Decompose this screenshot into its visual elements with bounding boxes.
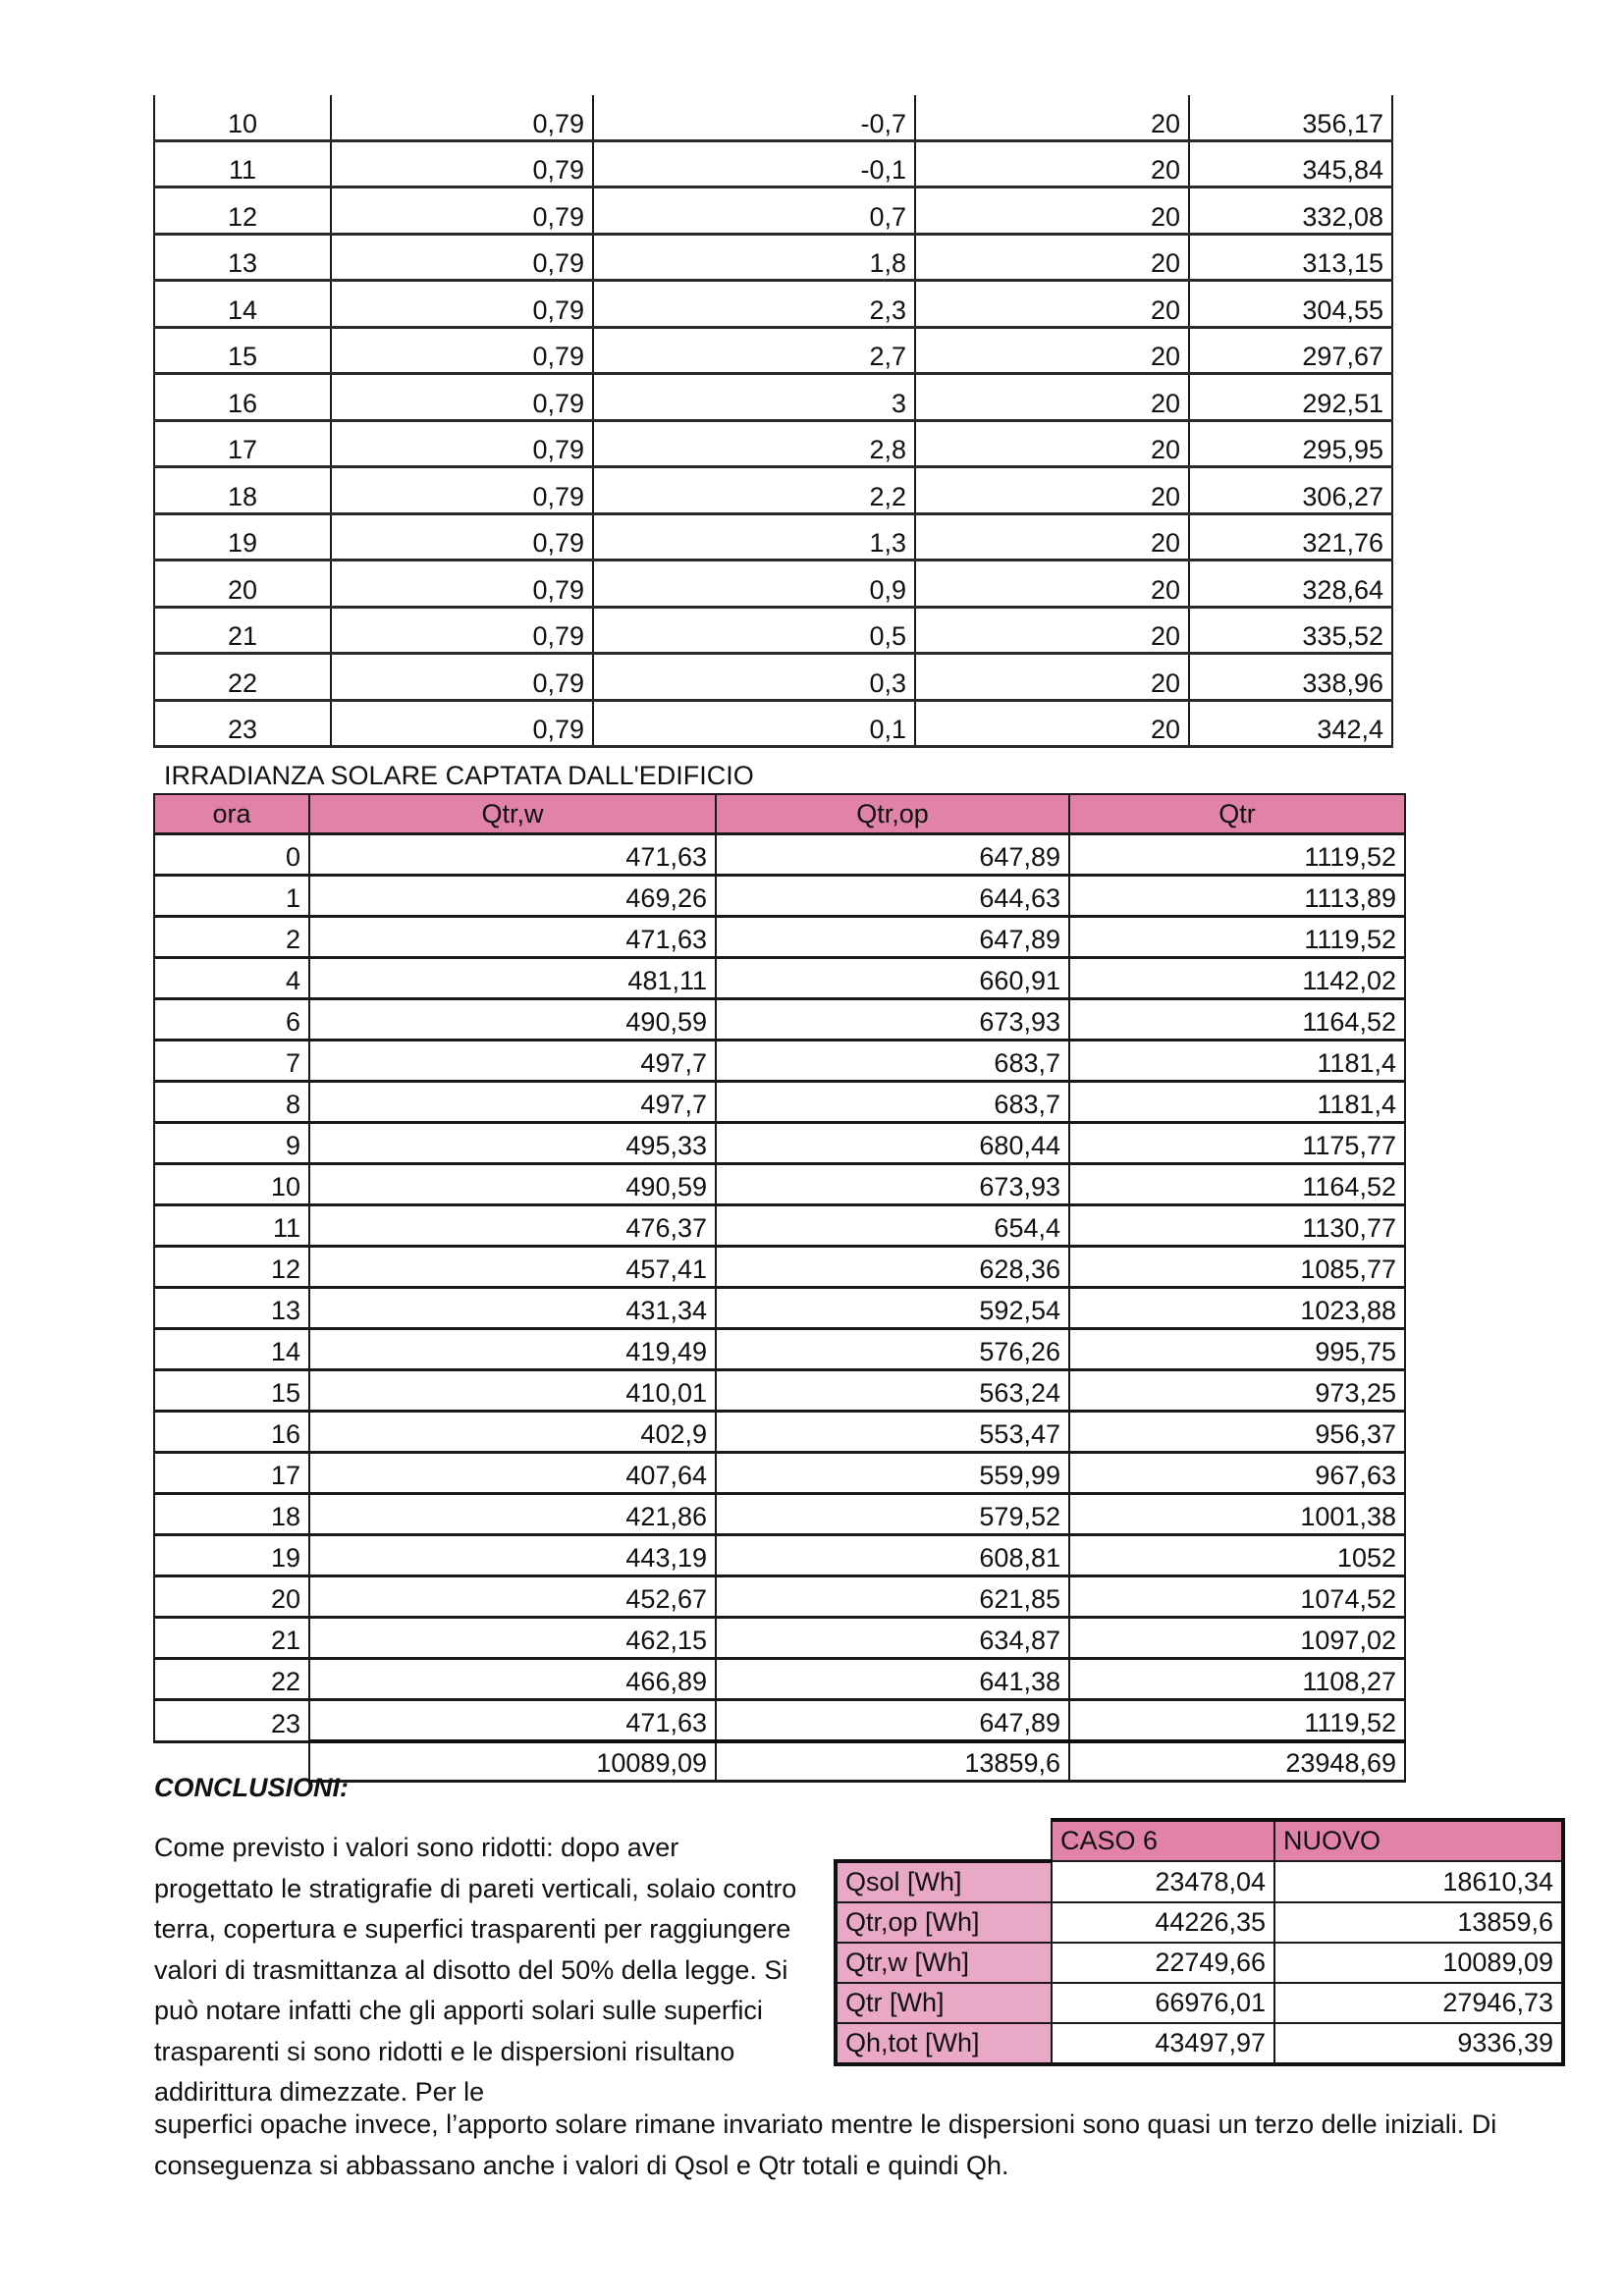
- value-cell: 313,15: [1189, 234, 1392, 281]
- hour-cell: 15: [154, 327, 331, 374]
- hour-cell: 19: [154, 513, 331, 561]
- qtr-op-cell: 683,7: [716, 1041, 1069, 1082]
- hour-cell: 15: [154, 1370, 309, 1412]
- value-cell: 20: [915, 561, 1189, 608]
- value-cell: 0,79: [331, 561, 593, 608]
- value-cell: 0,1: [593, 700, 915, 747]
- hour-cell: 13: [154, 1288, 309, 1329]
- summary-row-label: Qsol [Wh]: [836, 1861, 1052, 1902]
- value-cell: 0,79: [331, 234, 593, 281]
- value-cell: 20: [915, 700, 1189, 747]
- table-row: [154, 327, 1392, 374]
- table-row: [154, 1412, 1405, 1453]
- nuovo-value: 9336,39: [1274, 2023, 1563, 2064]
- hour-cell: 16: [154, 374, 331, 421]
- value-cell: 1,3: [593, 513, 915, 561]
- qtr-cell: 1119,52: [1069, 1700, 1405, 1742]
- hour-cell: 17: [154, 420, 331, 467]
- nuovo-value: 18610,34: [1274, 1861, 1563, 1902]
- hour-cell: 2: [154, 917, 309, 958]
- qtr-w-cell: 490,59: [309, 1164, 716, 1205]
- qtr-w-cell: 452,67: [309, 1576, 716, 1618]
- column-header-nuovo: NUOVO: [1274, 1820, 1563, 1861]
- hour-cell: 22: [154, 654, 331, 701]
- qtr-cell: 1164,52: [1069, 1164, 1405, 1205]
- value-cell: 0,79: [331, 95, 593, 140]
- summary-row-label: Qtr,w [Wh]: [836, 1943, 1052, 1983]
- hour-cell: 20: [154, 1576, 309, 1618]
- column-header-qtr-w: Qtr,w: [309, 794, 716, 834]
- value-cell: 20: [915, 374, 1189, 421]
- table-row: [154, 234, 1392, 281]
- table-row: [154, 95, 1392, 140]
- table-row: [154, 1205, 1405, 1247]
- qtr-cell: 1164,52: [1069, 999, 1405, 1041]
- value-cell: 20: [915, 607, 1189, 654]
- qtr-w-cell: 471,63: [309, 1700, 716, 1742]
- qtr-cell: 1119,52: [1069, 917, 1405, 958]
- value-cell: 20: [915, 467, 1189, 514]
- summary-row-label: Qtr,op [Wh]: [836, 1902, 1052, 1943]
- column-header-ora: ora: [154, 794, 309, 834]
- hour-cell: 12: [154, 1247, 309, 1288]
- value-cell: 1,8: [593, 234, 915, 281]
- qtr-op-cell: 634,87: [716, 1618, 1069, 1659]
- hour-cell: 6: [154, 999, 309, 1041]
- total-qtr: 23948,69: [1069, 1741, 1405, 1782]
- qtr-cell: 1130,77: [1069, 1205, 1405, 1247]
- hour-cell: 12: [154, 187, 331, 235]
- hour-cell: 20: [154, 561, 331, 608]
- conclusions-paragraph-part1: Come previsto i valori sono ridotti: dopo aver progettato le stratigrafie di pareti verticali, solaio contro terra, copertura e superfici trasparenti per raggiungere valori di trasmittanza al disotto del 50% della legge. Si può notare infatti che gli apporti solari sulle superfici trasparenti si sono ridotti e le dispersioni risultano addirittura dimezzate. Per le: [154, 1833, 797, 2107]
- qtr-op-cell: 673,93: [716, 999, 1069, 1041]
- qtr-cell: 1108,27: [1069, 1659, 1405, 1700]
- qtr-op-cell: 621,85: [716, 1576, 1069, 1618]
- caso6-value: 43497,97: [1052, 2023, 1274, 2064]
- qtr-w-cell: 402,9: [309, 1412, 716, 1453]
- value-cell: 0,79: [331, 374, 593, 421]
- value-cell: 0,7: [593, 187, 915, 235]
- value-cell: 304,55: [1189, 281, 1392, 328]
- table-row: [154, 1123, 1405, 1164]
- table-row: [154, 1288, 1405, 1329]
- hour-cell: 21: [154, 607, 331, 654]
- qtr-cell: 967,63: [1069, 1453, 1405, 1494]
- value-cell: 20: [915, 95, 1189, 140]
- qtr-cell: 1001,38: [1069, 1494, 1405, 1535]
- column-header-qtr: Qtr: [1069, 794, 1405, 834]
- table-row: [154, 140, 1392, 187]
- qtr-cell: 956,37: [1069, 1412, 1405, 1453]
- qtr-op-cell: 644,63: [716, 876, 1069, 917]
- qtr-op-cell: 608,81: [716, 1535, 1069, 1576]
- value-cell: 297,67: [1189, 327, 1392, 374]
- value-cell: 0,3: [593, 654, 915, 701]
- table-row: [154, 513, 1392, 561]
- caso6-value: 22749,66: [1052, 1943, 1274, 1983]
- qtr-cell: 1113,89: [1069, 876, 1405, 917]
- table-row: [154, 561, 1392, 608]
- value-cell: 20: [915, 281, 1189, 328]
- value-cell: 20: [915, 513, 1189, 561]
- qtr-w-cell: 497,7: [309, 1082, 716, 1123]
- hour-cell: 23: [154, 1700, 309, 1742]
- table-row: [154, 1164, 1405, 1205]
- qtr-op-cell: 683,7: [716, 1082, 1069, 1123]
- summary-corner-cell: [836, 1820, 1052, 1861]
- value-cell: 338,96: [1189, 654, 1392, 701]
- value-cell: 20: [915, 234, 1189, 281]
- qtr-w-cell: 462,15: [309, 1618, 716, 1659]
- value-cell: 0,79: [331, 654, 593, 701]
- conclusions-heading: CONCLUSIONI:: [154, 1773, 349, 1802]
- hour-cell: 4: [154, 958, 309, 999]
- qtr-op-cell: 673,93: [716, 1164, 1069, 1205]
- hourly-transmission-table: [153, 95, 1393, 748]
- value-cell: 0,79: [331, 327, 593, 374]
- qtr-w-cell: 469,26: [309, 876, 716, 917]
- hour-cell: 18: [154, 1494, 309, 1535]
- caso6-value: 23478,04: [1052, 1861, 1274, 1902]
- value-cell: 0,79: [331, 607, 593, 654]
- table-row: [154, 1082, 1405, 1123]
- qtr-cell: 1181,4: [1069, 1041, 1405, 1082]
- table-row: [154, 1453, 1405, 1494]
- summary-comparison-table: [834, 1818, 1565, 2066]
- qtr-op-cell: 680,44: [716, 1123, 1069, 1164]
- nuovo-value: 27946,73: [1274, 1983, 1563, 2023]
- hour-cell: 18: [154, 467, 331, 514]
- qtr-op-cell: 563,24: [716, 1370, 1069, 1412]
- hour-cell: 8: [154, 1082, 309, 1123]
- qtr-w-cell: 410,01: [309, 1370, 716, 1412]
- qtr-w-cell: 466,89: [309, 1659, 716, 1700]
- value-cell: 0,79: [331, 281, 593, 328]
- table-row: [154, 467, 1392, 514]
- total-qtr-w: 10089,09: [309, 1741, 716, 1782]
- value-cell: 295,95: [1189, 420, 1392, 467]
- table-row: [154, 958, 1405, 999]
- qtr-op-cell: 660,91: [716, 958, 1069, 999]
- summary-row: [836, 1983, 1563, 2023]
- qtr-cell: 1181,4: [1069, 1082, 1405, 1123]
- column-header-caso6: CASO 6: [1052, 1820, 1274, 1861]
- hour-cell: 23: [154, 700, 331, 747]
- table-row: [154, 187, 1392, 235]
- table-row: [154, 374, 1392, 421]
- conclusions-paragraph-part2: superfici opache invece, l’apporto solare rimane invariato mentre le dispersioni sono quasi un terzo delle iniziali. Di conseguenza si abbassano anche i valori di Qsol e Qtr totali e quindi Qh.: [154, 2109, 1497, 2180]
- qtr-cell: 995,75: [1069, 1329, 1405, 1370]
- value-cell: 0,79: [331, 140, 593, 187]
- qtr-w-cell: 457,41: [309, 1247, 716, 1288]
- qtr-cell: 1097,02: [1069, 1618, 1405, 1659]
- nuovo-value: 10089,09: [1274, 1943, 1563, 1983]
- qtr-w-cell: 419,49: [309, 1329, 716, 1370]
- value-cell: 2,2: [593, 467, 915, 514]
- qtr-op-cell: 553,47: [716, 1412, 1069, 1453]
- qtr-cell: 1142,02: [1069, 958, 1405, 999]
- qtr-cell: 1052: [1069, 1535, 1405, 1576]
- qtr-w-cell: 421,86: [309, 1494, 716, 1535]
- qtr-op-cell: 579,52: [716, 1494, 1069, 1535]
- qtr-cell: 1175,77: [1069, 1123, 1405, 1164]
- hour-cell: 13: [154, 234, 331, 281]
- value-cell: 0,5: [593, 607, 915, 654]
- qtr-cell: 1119,52: [1069, 834, 1405, 876]
- value-cell: 20: [915, 327, 1189, 374]
- qtr-op-cell: 628,36: [716, 1247, 1069, 1288]
- value-cell: 0,79: [331, 467, 593, 514]
- table-row: [154, 420, 1392, 467]
- summary-row: [836, 1943, 1563, 1983]
- table-row: [154, 1329, 1405, 1370]
- table-row: [154, 1494, 1405, 1535]
- table-row: [154, 281, 1392, 328]
- table-header-row: [154, 794, 1405, 834]
- table-row: [154, 1041, 1405, 1082]
- table-row: [154, 654, 1392, 701]
- value-cell: 0,79: [331, 513, 593, 561]
- value-cell: 328,64: [1189, 561, 1392, 608]
- hour-cell: 21: [154, 1618, 309, 1659]
- value-cell: 321,76: [1189, 513, 1392, 561]
- value-cell: 292,51: [1189, 374, 1392, 421]
- value-cell: 2,8: [593, 420, 915, 467]
- summary-row: [836, 1861, 1563, 1902]
- qtr-w-cell: 443,19: [309, 1535, 716, 1576]
- qtr-w-cell: 471,63: [309, 834, 716, 876]
- hour-cell: 7: [154, 1041, 309, 1082]
- caso6-value: 66976,01: [1052, 1983, 1274, 2023]
- solar-irradiance-table: [153, 793, 1406, 1783]
- table-row: [154, 1700, 1405, 1742]
- qtr-op-cell: 559,99: [716, 1453, 1069, 1494]
- value-cell: 0,9: [593, 561, 915, 608]
- table-row: [154, 834, 1405, 876]
- qtr-w-cell: 471,63: [309, 917, 716, 958]
- table-row: [154, 1535, 1405, 1576]
- table-row: [154, 876, 1405, 917]
- qtr-op-cell: 592,54: [716, 1288, 1069, 1329]
- value-cell: 342,4: [1189, 700, 1392, 747]
- summary-row: [836, 1902, 1563, 1943]
- value-cell: 332,08: [1189, 187, 1392, 235]
- value-cell: 20: [915, 140, 1189, 187]
- table-row: [154, 1576, 1405, 1618]
- value-cell: 20: [915, 654, 1189, 701]
- caso6-value: 44226,35: [1052, 1902, 1274, 1943]
- qtr-w-cell: 476,37: [309, 1205, 716, 1247]
- value-cell: 0,79: [331, 420, 593, 467]
- value-cell: 345,84: [1189, 140, 1392, 187]
- value-cell: 2,3: [593, 281, 915, 328]
- qtr-w-cell: 490,59: [309, 999, 716, 1041]
- qtr-cell: 1074,52: [1069, 1576, 1405, 1618]
- qtr-w-cell: 481,11: [309, 958, 716, 999]
- qtr-cell: 973,25: [1069, 1370, 1405, 1412]
- qtr-w-cell: 495,33: [309, 1123, 716, 1164]
- summary-header-row: [836, 1820, 1563, 1861]
- hour-cell: 14: [154, 281, 331, 328]
- hour-cell: 11: [154, 1205, 309, 1247]
- summary-row-label: Qtr [Wh]: [836, 1983, 1052, 2023]
- value-cell: 3: [593, 374, 915, 421]
- value-cell: -0,1: [593, 140, 915, 187]
- hour-cell: 22: [154, 1659, 309, 1700]
- total-qtr-op: 13859,6: [716, 1741, 1069, 1782]
- value-cell: 20: [915, 187, 1189, 235]
- table-row: [154, 607, 1392, 654]
- table-row: [154, 1659, 1405, 1700]
- qtr-op-cell: 647,89: [716, 1700, 1069, 1742]
- table-row: [154, 917, 1405, 958]
- summary-row: [836, 2023, 1563, 2064]
- value-cell: 20: [915, 420, 1189, 467]
- value-cell: 2,7: [593, 327, 915, 374]
- table-row: [154, 999, 1405, 1041]
- value-cell: 306,27: [1189, 467, 1392, 514]
- value-cell: 0,79: [331, 187, 593, 235]
- qtr-cell: 1085,77: [1069, 1247, 1405, 1288]
- nuovo-value: 13859,6: [1274, 1902, 1563, 1943]
- hour-cell: 9: [154, 1123, 309, 1164]
- qtr-cell: 1023,88: [1069, 1288, 1405, 1329]
- irradiance-table-title: IRRADIANZA SOLARE CAPTATA DALL'EDIFICIO: [164, 761, 754, 790]
- hour-cell: 1: [154, 876, 309, 917]
- hour-cell: 10: [154, 1164, 309, 1205]
- qtr-w-cell: 497,7: [309, 1041, 716, 1082]
- qtr-w-cell: 407,64: [309, 1453, 716, 1494]
- qtr-op-cell: 641,38: [716, 1659, 1069, 1700]
- summary-row-label: Qh,tot [Wh]: [836, 2023, 1052, 2064]
- qtr-op-cell: 647,89: [716, 834, 1069, 876]
- value-cell: 335,52: [1189, 607, 1392, 654]
- value-cell: 0,79: [331, 700, 593, 747]
- qtr-op-cell: 576,26: [716, 1329, 1069, 1370]
- hour-cell: 16: [154, 1412, 309, 1453]
- qtr-w-cell: 431,34: [309, 1288, 716, 1329]
- hour-cell: 10: [154, 95, 331, 140]
- column-header-qtr-op: Qtr,op: [716, 794, 1069, 834]
- table-row: [154, 1618, 1405, 1659]
- table-row: [154, 700, 1392, 747]
- hour-cell: 14: [154, 1329, 309, 1370]
- hour-cell: 17: [154, 1453, 309, 1494]
- table-row: [154, 1370, 1405, 1412]
- table-row: [154, 1247, 1405, 1288]
- hour-cell: 0: [154, 834, 309, 876]
- value-cell: -0,7: [593, 95, 915, 140]
- hour-cell: 19: [154, 1535, 309, 1576]
- qtr-op-cell: 647,89: [716, 917, 1069, 958]
- qtr-op-cell: 654,4: [716, 1205, 1069, 1247]
- hour-cell: 11: [154, 140, 331, 187]
- value-cell: 356,17: [1189, 95, 1392, 140]
